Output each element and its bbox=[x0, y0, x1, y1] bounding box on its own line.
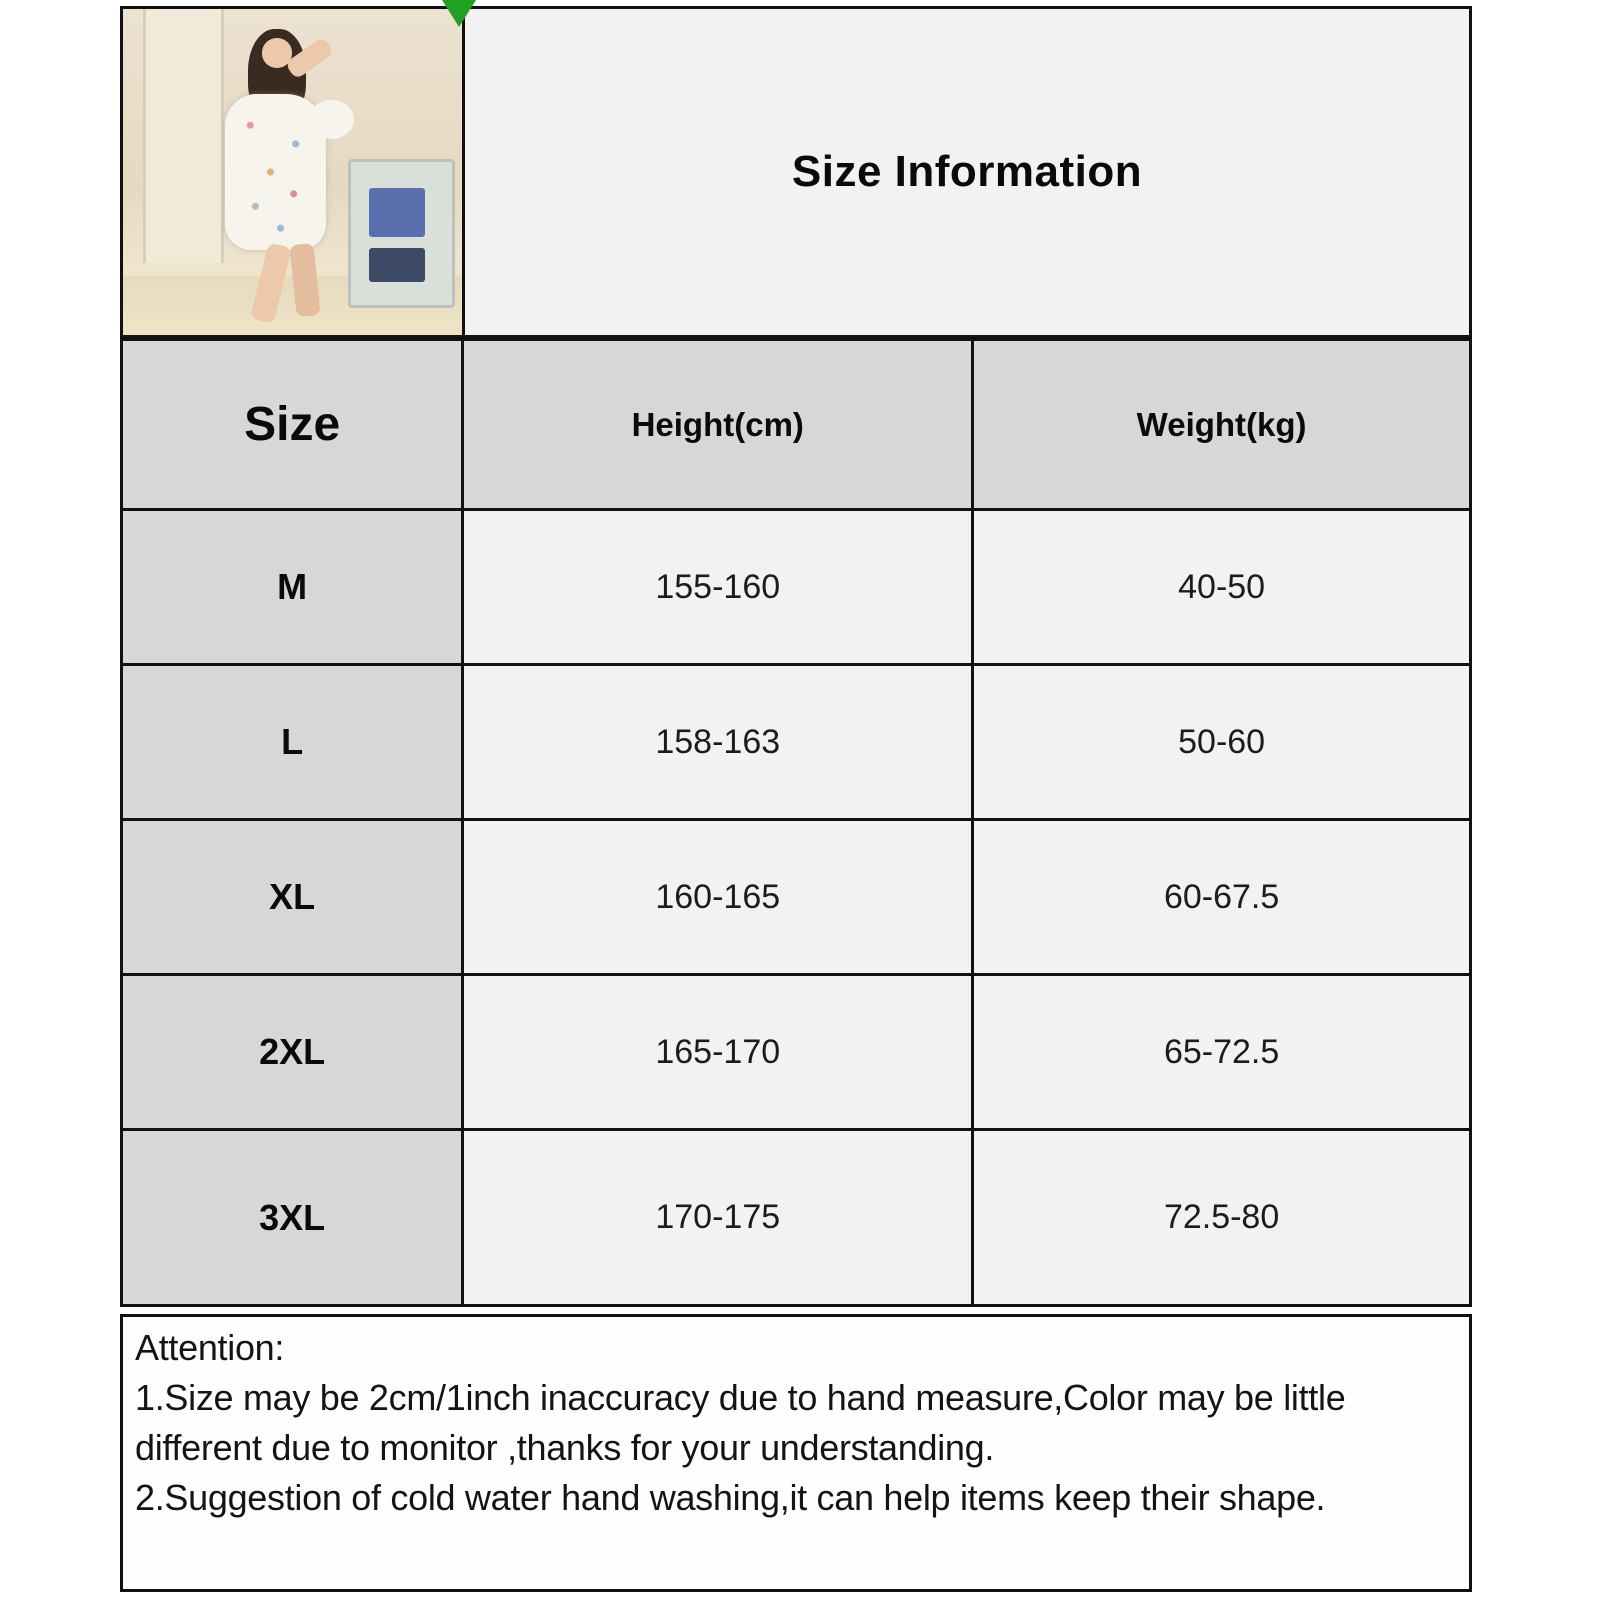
table-row bbox=[122, 665, 1471, 820]
photo-model-sleeve bbox=[309, 100, 353, 139]
height-cell: 155-160 bbox=[463, 510, 973, 665]
table-header-row bbox=[122, 340, 1471, 510]
weight-column-header: Weight(kg) bbox=[973, 340, 1471, 510]
size-cell: 2XL bbox=[122, 975, 463, 1130]
height-cell: 165-170 bbox=[463, 975, 973, 1130]
photo-cart bbox=[348, 159, 456, 308]
height-cell: 160-165 bbox=[463, 820, 973, 975]
attention-note-1: 1.Size may be 2cm/1inch inaccuracy due to hand measure,Color may be little different due to monitor ,thanks for your understanding. bbox=[135, 1377, 1346, 1468]
height-cell: 158-163 bbox=[463, 665, 973, 820]
height-cell: 170-175 bbox=[463, 1130, 973, 1306]
title-cell bbox=[465, 9, 1469, 335]
table-row bbox=[122, 1130, 1471, 1306]
table-row bbox=[122, 510, 1471, 665]
top-row bbox=[120, 6, 1472, 338]
table-row bbox=[122, 975, 1471, 1130]
size-chart-sheet bbox=[120, 6, 1472, 1592]
weight-cell: 72.5-80 bbox=[973, 1130, 1471, 1306]
size-column-header: Size bbox=[122, 340, 463, 510]
attention-note-2: 2.Suggestion of cold water hand washing,it can help items keep their shape. bbox=[135, 1477, 1326, 1518]
size-cell: 3XL bbox=[122, 1130, 463, 1306]
size-cell: XL bbox=[122, 820, 463, 975]
weight-cell: 65-72.5 bbox=[973, 975, 1471, 1130]
size-table bbox=[120, 338, 1472, 1307]
size-cell: M bbox=[122, 510, 463, 665]
weight-cell: 60-67.5 bbox=[973, 820, 1471, 975]
photo-cart-box-lower bbox=[369, 248, 425, 282]
size-cell: L bbox=[122, 665, 463, 820]
weight-cell: 50-60 bbox=[973, 665, 1471, 820]
green-corner-marker-icon bbox=[442, 0, 476, 27]
photo-flowers bbox=[347, 16, 465, 166]
table-row bbox=[122, 820, 1471, 975]
photo-door bbox=[143, 9, 224, 263]
attention-heading: Attention: bbox=[135, 1327, 285, 1368]
height-column-header: Height(cm) bbox=[463, 340, 973, 510]
product-photo bbox=[123, 9, 465, 335]
weight-cell: 40-50 bbox=[973, 510, 1471, 665]
photo-cart-box bbox=[369, 188, 425, 237]
page-title: Size Information bbox=[791, 147, 1143, 196]
attention-notes bbox=[120, 1314, 1472, 1592]
